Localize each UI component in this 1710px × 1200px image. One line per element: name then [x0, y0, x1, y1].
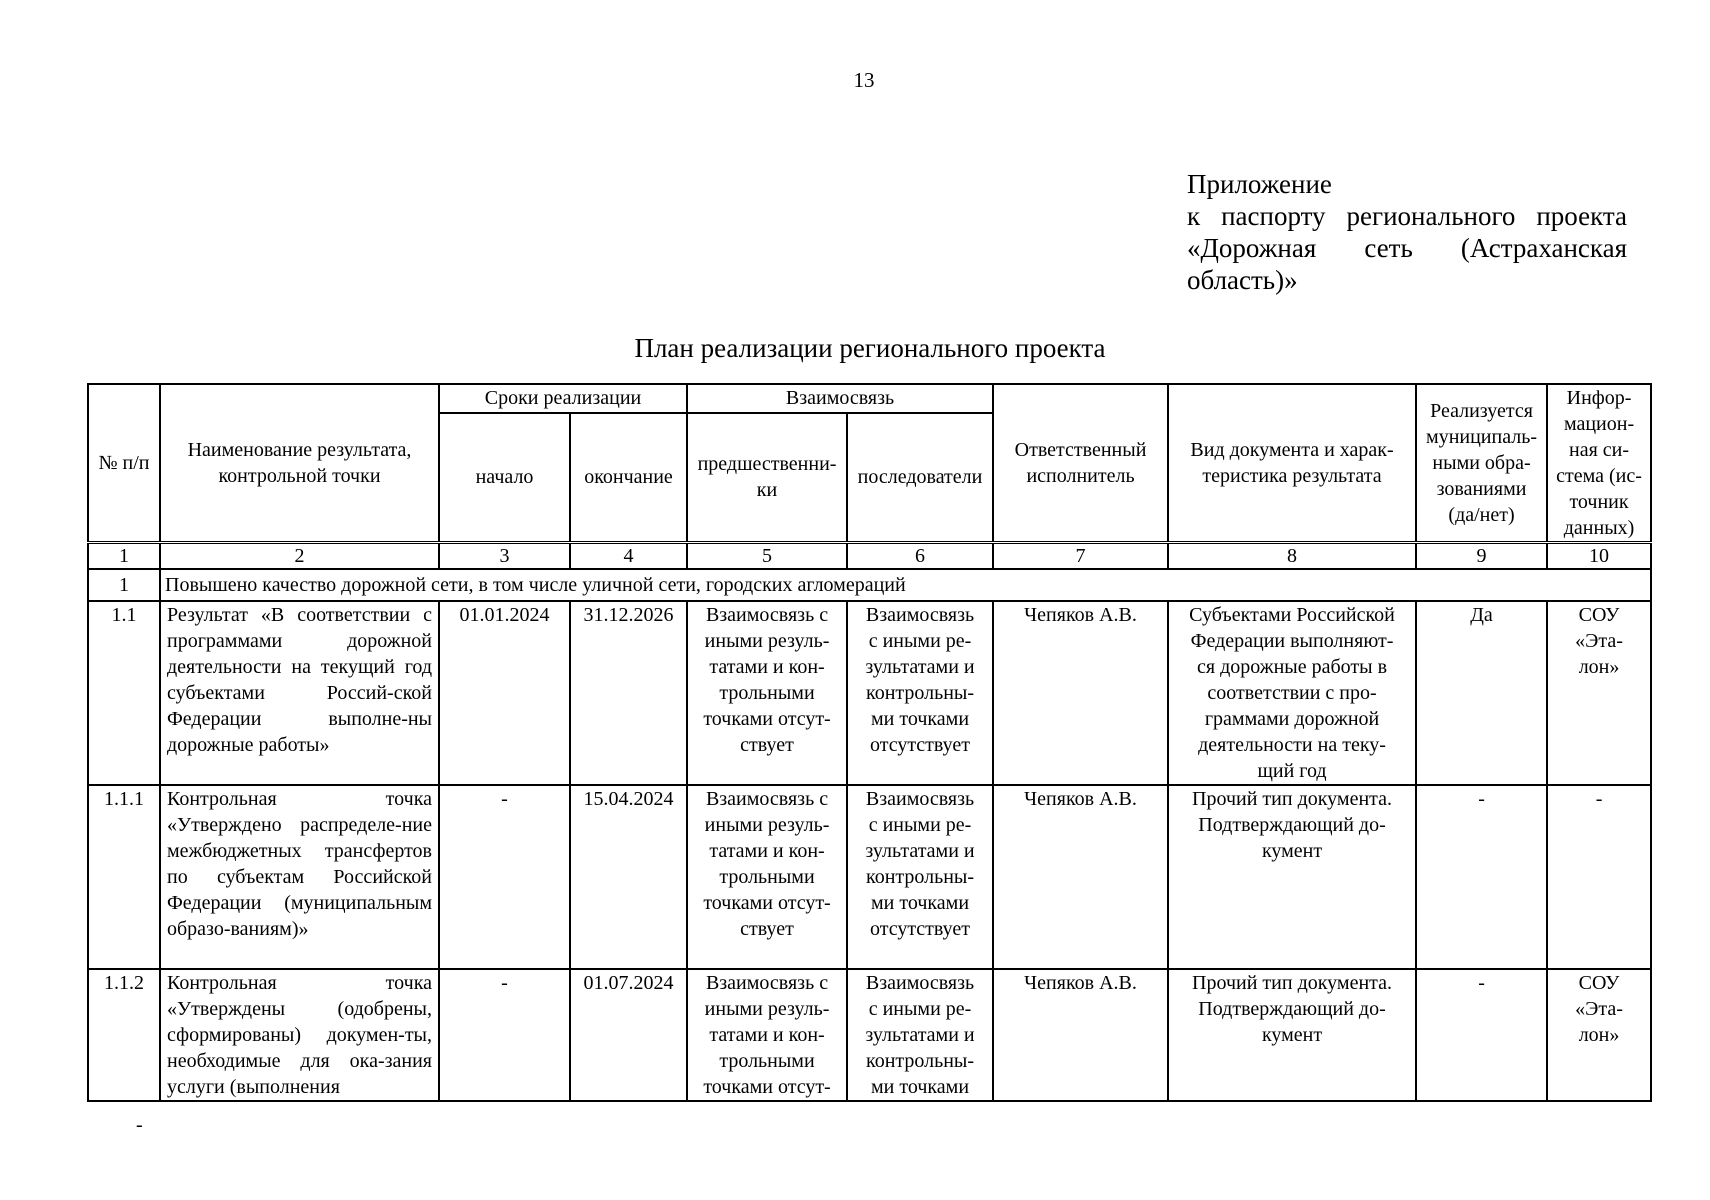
header-terms-group: Сроки реализации [439, 384, 687, 413]
col-number-9: 9 [1416, 543, 1547, 570]
row-name: Контрольная точка «Утверждены (одобрены, сформированы) докумен-ты, необходимые для ока-зания услуги (выполнения [160, 969, 439, 1101]
stray-mark: - [136, 1114, 143, 1136]
implementation-plan-table [87, 383, 1652, 1102]
row-doc-type: Прочий тип документа. Подтверждающий до- кумент [1168, 785, 1416, 969]
row-num: 1.1 [88, 601, 160, 785]
header-name: Наименование результата, контрольной точки [160, 384, 439, 543]
row-municipal: - [1416, 785, 1547, 969]
col-number-1: 1 [88, 543, 160, 570]
col-number-8: 8 [1168, 543, 1416, 570]
section-title: Повышено качество дорожной сети, в том числе уличной сети, городских агломераций [160, 569, 1651, 601]
col-number-10: 10 [1547, 543, 1651, 570]
header-num: № п/п [88, 384, 160, 543]
row-predecessors: Взаимосвязь с иными резуль- татами и кон- трольными точками отсут- ствует [687, 785, 847, 969]
row-doc-type: Субъектами Российской Федерации выполняют- ся дорожные работы в соответствии с про- граммами дорожной деятельности на теку- щий год [1168, 601, 1416, 785]
header-responsible: Ответственный исполнитель [993, 384, 1168, 543]
row-successors: Взаимосвязь с иными ре- зультатами и контрольны- ми точками [847, 969, 993, 1101]
header-end: окончание [570, 413, 687, 543]
appendix-line-2: к паспорту регионального проекта [1187, 201, 1627, 231]
row-predecessors: Взаимосвязь с иными резуль- татами и кон- трольными точками отсут- ствует [687, 601, 847, 785]
row-end: 31.12.2026 [570, 601, 687, 785]
row-name: Контрольная точка «Утверждено распределе-ние межбюджетных трансфертов по субъектам Российской Федерации (муниципальным образо-ваниям)» [160, 785, 439, 969]
row-doc-type: Прочий тип документа. Подтверждающий до- кумент [1168, 969, 1416, 1101]
col-number-4: 4 [570, 543, 687, 570]
row-start: - [439, 969, 570, 1101]
header-row-1 [88, 384, 1651, 413]
row-successors: Взаимосвязь с иными ре- зультатами и контрольны- ми точками отсутствует [847, 785, 993, 969]
col-number-6: 6 [847, 543, 993, 570]
row-municipal: - [1416, 969, 1547, 1101]
table-row [88, 785, 1651, 969]
appendix-line-4: область)» [1187, 265, 1298, 295]
header-municipal: Реализуется муниципаль- ными обра- зованиями (да/нет) [1416, 384, 1547, 543]
appendix-line-3: «Дорожная сеть (Астраханская [1187, 233, 1627, 263]
row-responsible: Чепяков А.В. [993, 785, 1168, 969]
row-info-system: - [1547, 785, 1651, 969]
header-info-system: Инфор- мацион- ная си- стема (ис- точник данных) [1547, 384, 1651, 543]
header-successors: последователи [847, 413, 993, 543]
table-row [88, 969, 1651, 1101]
col-number-2: 2 [160, 543, 439, 570]
row-predecessors: Взаимосвязь с иными резуль- татами и кон- трольными точками отсут- [687, 969, 847, 1101]
row-start: 01.01.2024 [439, 601, 570, 785]
row-name: Результат «В соответствии с программами дорожной деятельности на текущий год субъектами Россий-ской Федерации выполне-ны дорожные работы» [160, 601, 439, 785]
header-start: начало [439, 413, 570, 543]
column-number-row [88, 543, 1651, 570]
row-end: 15.04.2024 [570, 785, 687, 969]
row-responsible: Чепяков А.В. [993, 601, 1168, 785]
section-row [88, 569, 1651, 601]
section-num: 1 [88, 569, 160, 601]
header-predecessors: предшественни- ки [687, 413, 847, 543]
table-row [88, 601, 1651, 785]
page-number: 13 [853, 68, 875, 92]
row-responsible: Чепяков А.В. [993, 969, 1168, 1101]
header-links-group: Взаимосвязь [687, 384, 993, 413]
row-num: 1.1.2 [88, 969, 160, 1101]
col-number-3: 3 [439, 543, 570, 570]
row-num: 1.1.1 [88, 785, 160, 969]
row-start: - [439, 785, 570, 969]
row-successors: Взаимосвязь с иными ре- зультатами и контрольны- ми точками отсутствует [847, 601, 993, 785]
col-number-5: 5 [687, 543, 847, 570]
row-info-system: СОУ «Эта- лон» [1547, 601, 1651, 785]
document-title: План реализации регионального проекта [634, 333, 1106, 363]
header-doc-type: Вид документа и харак- теристика результата [1168, 384, 1416, 543]
appendix-caption [1187, 168, 1627, 296]
row-info-system: СОУ «Эта- лон» [1547, 969, 1651, 1101]
appendix-line-1: Приложение [1187, 169, 1332, 199]
col-number-7: 7 [993, 543, 1168, 570]
row-municipal: Да [1416, 601, 1547, 785]
row-end: 01.07.2024 [570, 969, 687, 1101]
